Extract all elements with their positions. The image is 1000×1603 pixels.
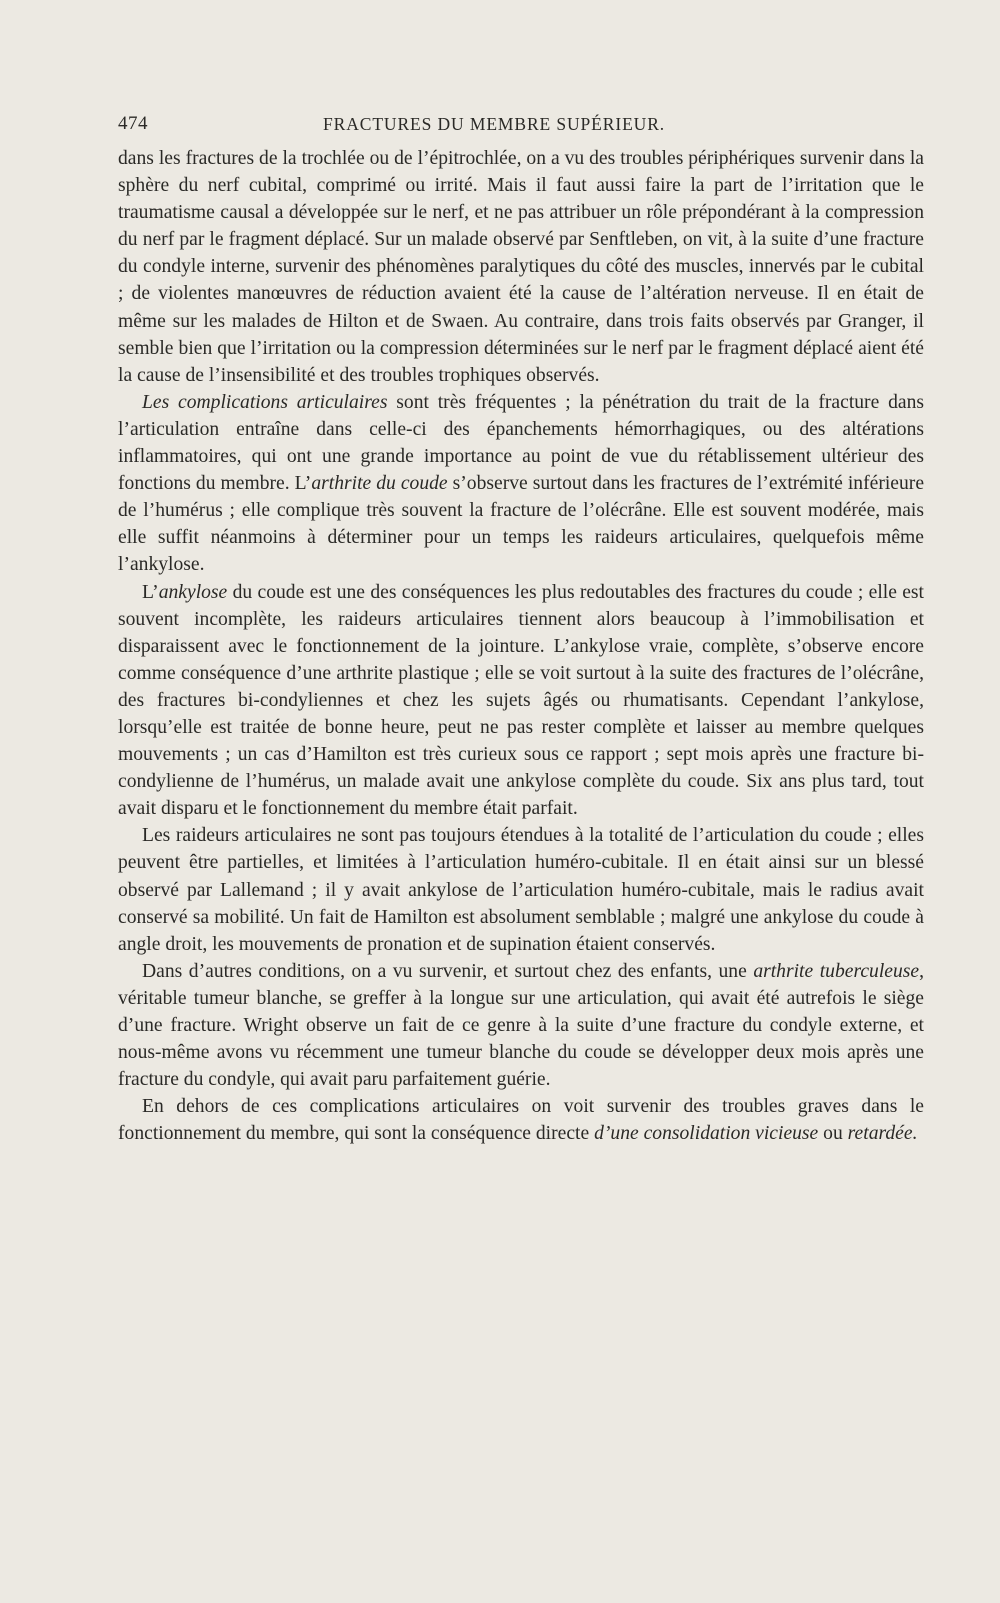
italic-term: arthrite du coude — [311, 473, 448, 495]
text-segment: Dans d’autres conditions, on a vu survenir, et surtout chez des enfants, une — [142, 960, 754, 982]
paragraph — [118, 958, 924, 1093]
paragraph — [118, 822, 924, 957]
text-segment: sont très fréquentes ; la pénétration du trait de la fracture dans l’articulation entraîne dans celle-ci des épanchements hémorrhagiques, ou des altérations inflammatoires, qui ont une grande importance au point de vue du rétablissement ultérieur des fonctions du membre. L’ — [118, 391, 924, 495]
text-segment: ou — [818, 1123, 848, 1145]
text-segment: du coude est une des conséquences les plus redoutables des fractures du coude ; elle est souvent incomplète, les raideurs articulaires tiennent alors beaucoup à l’immobilisation et disparaissent avec le fonctionnement de la jointure. L’ankylose vraie, complète, s’observe encore comme conséquence d’une arthrite plastique ; elle se voit surtout à la suite des fractures de l’olécrâne, des fractures bi-condyliennes et chez les sujets âgés ou rhumatisants. Cependant l’ankylose, lorsqu’elle est traitée de bonne heure, peut ne pas rester complète et laisser au membre quelques mouvements ; un cas d’Hamilton est très curieux sous ce rapport ; sept mois après une fracture bi-condylienne de l’humérus, un malade avait une ankylose complète du coude. Six ans plus tard, tout avait disparu et le fonctionnement du membre était parfait. — [118, 581, 924, 820]
italic-term: d’une consolidation vicieuse — [594, 1123, 819, 1145]
text-segment: , véritable tumeur blanche, se greffer à la longue sur une articulation, qui avait été autrefois le siège d’une fracture. Wright observe un fait de ce genre à la suite d’une fracture du condyle externe, et nous-même avons vu récemment une tumeur blanche du coude se développer deux mois après une fracture du condyle, qui avait paru parfaitement guérie. — [118, 960, 925, 1091]
italic-term: arthrite tuberculeuse — [753, 960, 920, 982]
text-segment: dans les fractures de la trochlée ou de l’épitrochlée, on a vu des troubles périphériques survenir dans la sphère du nerf cubital, comprimé ou irrité. Mais il faut aussi faire la part de l’irritation que le traumatisme causal a développée sur le nerf, et ne pas attribuer un rôle prépondérant à la compression du nerf par le fragment déplacé. Sur un malade observé par Senftleben, on vit, à la suite d’une fracture du condyle interne, survenir des phénomènes paralytiques du côté des muscles, innervés par le cubital ; de violentes manœuvres de réduction avaient été la cause de l’altération nerveuse. Il en était de même sur les malades de Hilton et de Swaen. Au contraire, dans trois faits observés par Granger, il semble bien que l’irritation ou la compression déterminées sur le nerf par le fragment déplacé aient été la cause de l’insensibilité et des troubles trophiques observés. — [118, 148, 924, 386]
paragraph — [118, 579, 924, 823]
text-segment: En dehors de ces complications articulaires on voit survenir des troubles graves dans le fonctionnement du membre, qui sont la conséquence directe — [118, 1096, 924, 1145]
paragraph — [118, 145, 924, 389]
text-segment: L’ — [142, 581, 159, 603]
running-title: FRACTURES DU MEMBRE SUPÉRIEUR. — [323, 114, 666, 134]
italic-term: retardée. — [847, 1123, 918, 1145]
text-segment: Les raideurs articulaires ne sont pas toujours étendues à la totalité de l’articulation du coude ; elles peuvent être partielles, et limitées à l’articulation huméro-cubitale. Il en était ainsi sur un blessé observé par Lallemand ; il y avait ankylose de l’articulation huméro-cubitale, mais le radius avait conservé sa mobilité. Un fait de Hamilton est absolument semblable ; malgré une ankylose du coude à angle droit, les mouvements de pronation et de supination étaient conservés. — [118, 825, 924, 955]
text-segment: s’observe surtout dans les fractures de l’extrémité inférieure de l’humérus ; elle complique très souvent la fracture de l’olécrâne. Elle est souvent modérée, mais elle suffit néanmoins à déterminer pour un temps les raideurs articulaires, quelquefois même l’ankylose. — [118, 473, 925, 576]
page-number: 474 — [118, 113, 148, 134]
paragraph — [118, 1093, 924, 1147]
body-text — [118, 145, 924, 1147]
italic-term: Les complications articulaires — [142, 391, 388, 413]
page-header — [118, 113, 906, 143]
paragraph — [118, 389, 924, 579]
italic-term: ankylose — [158, 581, 228, 603]
